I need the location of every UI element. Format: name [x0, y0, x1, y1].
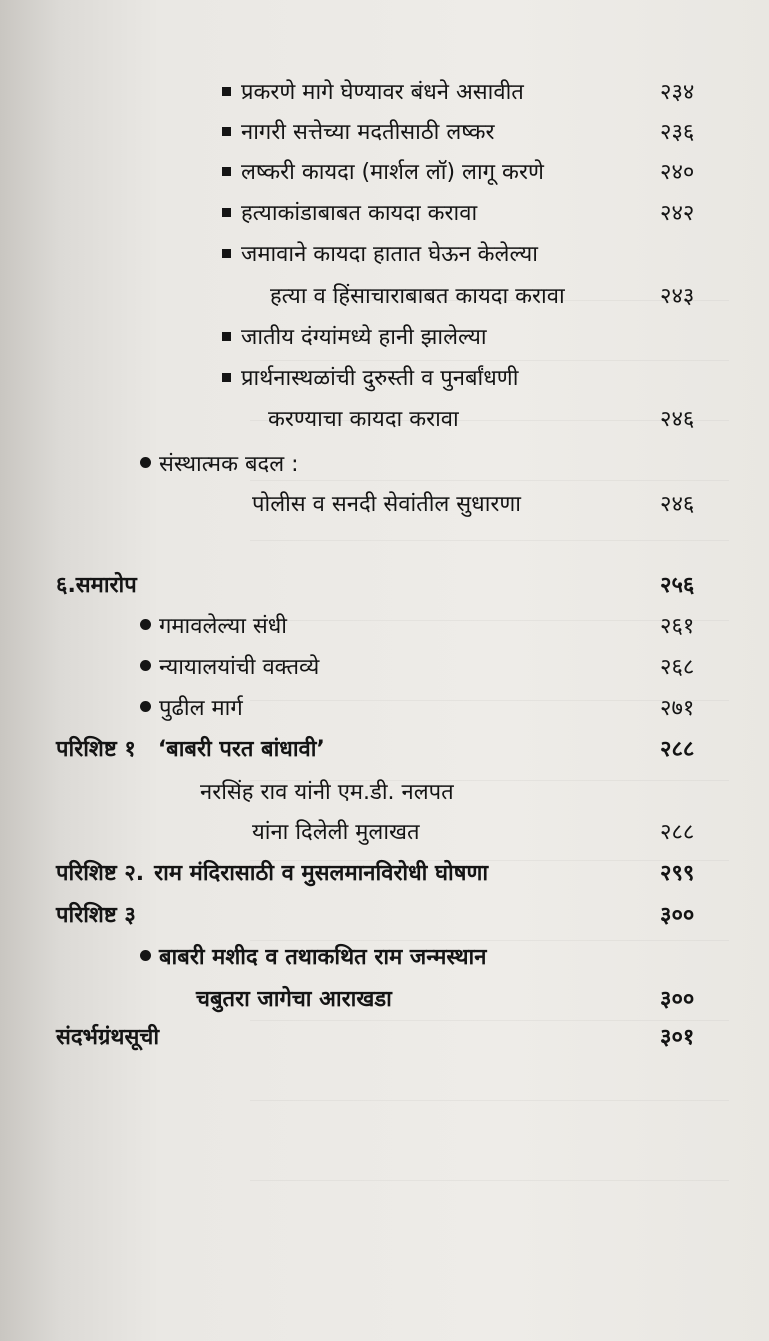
entry-title: बाबरी मशीद व तथाकथित राम जन्मस्थान [159, 945, 487, 970]
entry-title: हत्याकांडाबाबत कायदा करावा [241, 201, 478, 226]
square-bullet-icon [222, 127, 231, 136]
entry-continuation: यांना दिलेली मुलाखत [252, 820, 420, 845]
page-number: २३४ [660, 80, 695, 105]
toc-entry [222, 240, 538, 270]
page-number: २७१ [660, 696, 695, 721]
toc-entry [140, 612, 287, 642]
page-number: २८८ [660, 737, 695, 762]
square-bullet-icon [222, 87, 231, 96]
entry-title: न्यायालयांची वक्तव्ये [159, 655, 320, 680]
toc-entry [222, 323, 487, 353]
entry-title: संस्थात्मक बदल : [159, 452, 299, 477]
appendix-title: ‘बाबरी परत बांधावी’ [157, 737, 325, 762]
page-number: २४० [660, 160, 695, 185]
appendix-title: राम मंदिरासाठी व मुसलमानविरोधी घोषणा [154, 861, 489, 886]
entry-title: नागरी सत्तेच्या मदतीसाठी लष्कर [241, 120, 495, 145]
entry-subtitle: नरसिंह राव यांनी एम.डी. नलपत [200, 780, 454, 805]
entry-continuation: पोलीस व सनदी सेवांतील सुधारणा [252, 492, 522, 517]
square-bullet-icon [222, 208, 231, 217]
entry-title: प्रकरणे मागे घेण्यावर बंधने असावीत [241, 80, 524, 105]
entry-continuation: हत्या व हिंसाचाराबाबत कायदा करावा [270, 284, 565, 309]
round-bullet-icon [140, 660, 151, 671]
page-number: २६१ [660, 614, 695, 639]
toc-entry [222, 158, 544, 188]
page-number: २४३ [660, 284, 695, 309]
square-bullet-icon [222, 249, 231, 258]
toc-entry [140, 943, 486, 973]
page-number: २६८ [660, 655, 695, 680]
entry-title: जातीय दंग्यांमध्ये हानी झालेल्या [241, 325, 487, 350]
page-number: २४२ [660, 201, 695, 226]
page-number: २५६ [660, 573, 695, 598]
bibliography-heading: संदर्भग्रंथसूची [56, 1025, 160, 1050]
entry-title: जमावाने कायदा हातात घेऊन केलेल्या [241, 242, 538, 267]
round-bullet-icon [140, 457, 151, 468]
toc-entry [140, 450, 299, 480]
page-number: ३०१ [660, 1025, 695, 1050]
round-bullet-icon [140, 701, 151, 712]
page-number: २४६ [660, 492, 695, 517]
toc-entry [222, 78, 524, 108]
square-bullet-icon [222, 332, 231, 341]
entry-title: गमावलेल्या संधी [159, 614, 287, 639]
entry-continuation: करण्याचा कायदा करावा [268, 407, 459, 432]
page-number: २४६ [660, 407, 695, 432]
entry-continuation: चबुतरा जागेचा आराखडा [196, 987, 392, 1012]
page-number: २९९ [660, 861, 695, 886]
appendix-heading [56, 859, 488, 889]
toc-entry [222, 118, 494, 148]
round-bullet-icon [140, 950, 151, 961]
toc-entry [140, 653, 319, 683]
entry-title: लष्करी कायदा (मार्शल लॉ) लागू करणे [241, 160, 544, 185]
toc-entry [140, 694, 243, 724]
page-number: २८८ [660, 820, 695, 845]
chapter-heading: ६.समारोप [56, 573, 137, 598]
round-bullet-icon [140, 619, 151, 630]
appendix-label: परिशिष्ट १ [56, 737, 136, 762]
appendix-heading: परिशिष्ट ३ [56, 903, 136, 928]
toc-entry [222, 364, 518, 394]
entry-title: पुढील मार्ग [159, 696, 243, 721]
page-number: २३६ [660, 120, 695, 145]
appendix-label: परिशिष्ट २. [56, 861, 145, 886]
entry-title: प्रार्थनास्थळांची दुरुस्ती व पुनर्बांधणी [241, 366, 519, 391]
toc-entry [222, 199, 477, 229]
square-bullet-icon [222, 373, 231, 382]
appendix-heading [56, 735, 325, 765]
square-bullet-icon [222, 167, 231, 176]
page-number: ३०० [660, 903, 695, 928]
page-number: ३०० [660, 987, 695, 1012]
